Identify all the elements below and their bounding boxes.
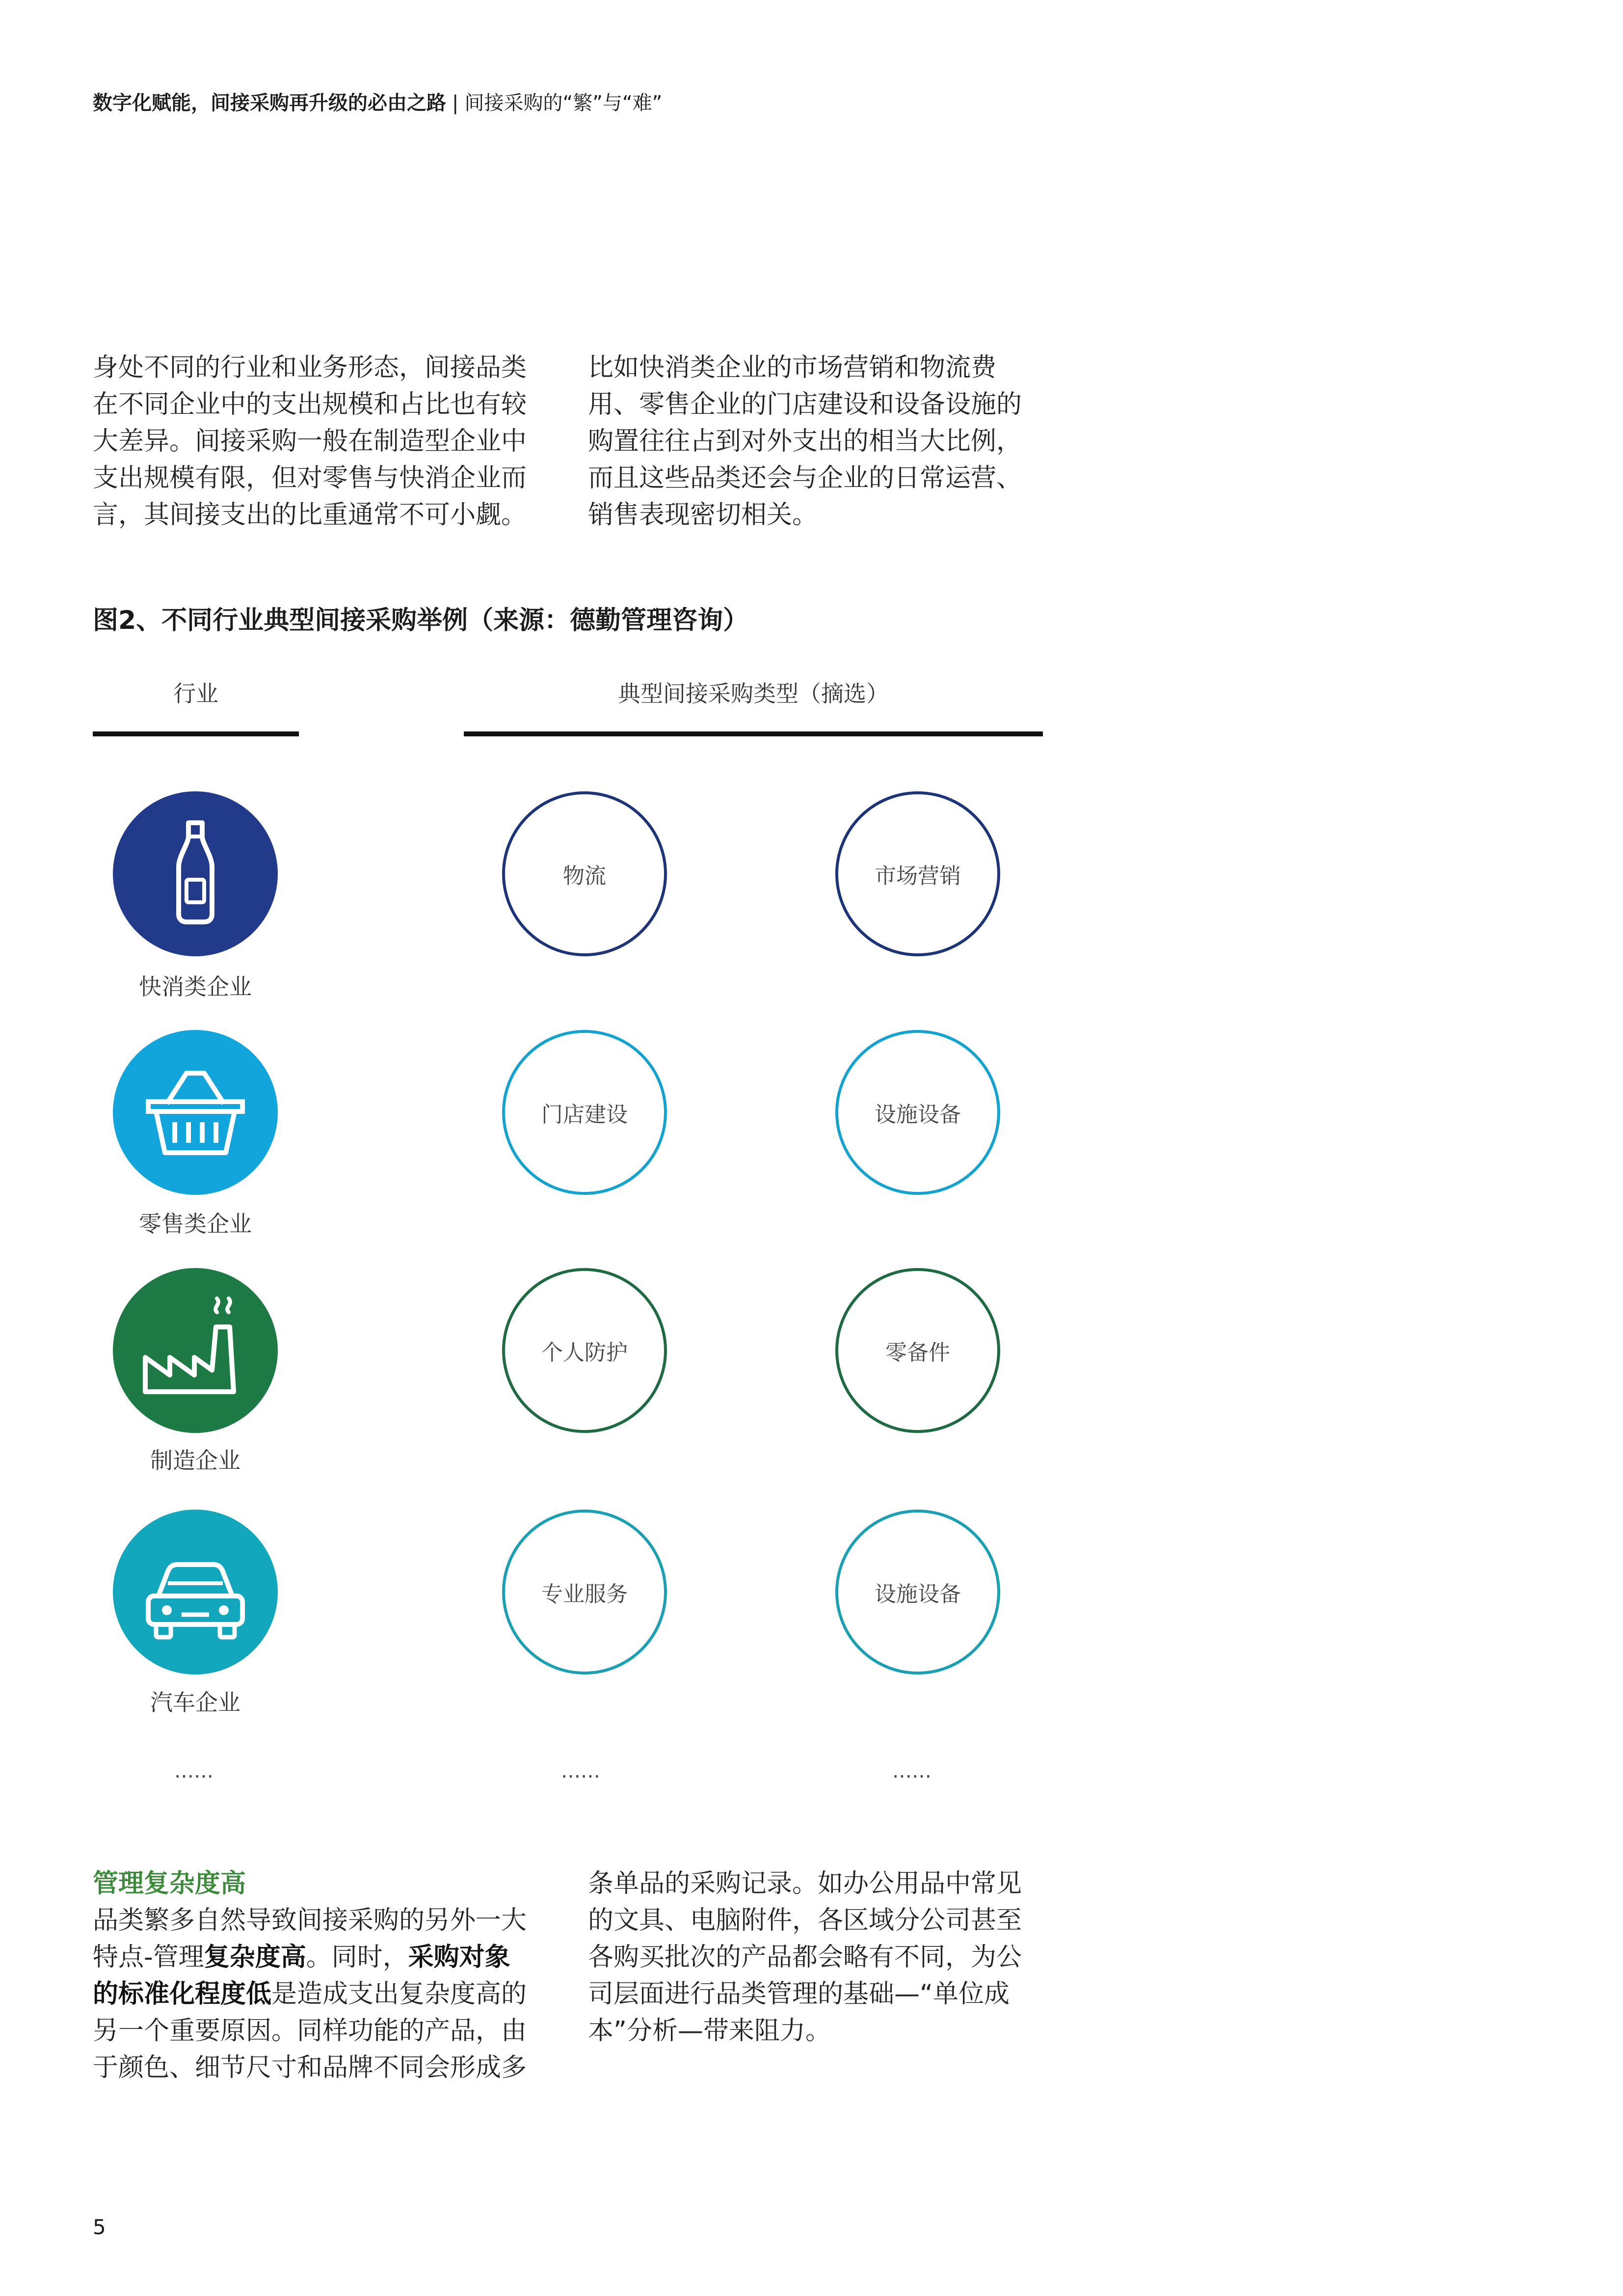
automotive-icon-circle (113, 1510, 278, 1675)
type-label: 个人防护 (541, 1340, 628, 1365)
section-text: 品类繁多自然导致间接采购的另外一大 (93, 1906, 527, 1935)
section-left-column (93, 1865, 544, 2086)
intro-left-line: 支出规模有限，但对零售与快消企业而 (93, 463, 527, 493)
type-ring (835, 1030, 1000, 1195)
section-right-line: 本”分析—带来阻力。 (588, 2016, 831, 2046)
intro-right-line: 用、零售企业的门店建设和设备设施的 (588, 390, 1022, 419)
column-header-industry: 行业 (173, 680, 218, 707)
retail-icon-circle (113, 1030, 278, 1195)
industry-header-rule (93, 731, 299, 736)
type-ring (835, 1510, 1000, 1675)
industry-label-automotive: 汽车企业 (150, 1689, 240, 1716)
section-text-bold: 的标准化程度低 (93, 1979, 272, 2009)
header-separator: | (452, 92, 459, 114)
intro-left-line: 身处不同的行业和业务形态，间接品类 (93, 353, 527, 382)
type-ring (835, 1268, 1000, 1433)
type-ring (502, 1510, 667, 1675)
figure-title: 图2、不同行业典型间接采购举例（来源：德勤管理咨询） (93, 606, 749, 635)
type-label: 市场营销 (875, 864, 961, 889)
section-right-column (588, 1865, 1049, 2050)
fmcg-icon-circle (113, 791, 278, 956)
section-right-line: 条单品的采购记录。如办公用品中常见 (588, 1869, 1022, 1898)
car-icon (113, 1510, 278, 1675)
section-right-line: 司层面进行品类管理的基础—“单位成 (588, 1979, 1010, 2009)
factory-icon (113, 1268, 278, 1433)
type-label: 物流 (563, 864, 606, 889)
header-title: 数字化赋能，间接采购再升级的必由之路 (93, 92, 446, 114)
section-text: 特点-管理 (93, 1943, 204, 1972)
section-text: 另一个重要原因。同样功能的产品，由 (93, 2016, 527, 2046)
intro-left-line: 言，其间接支出的比重通常不可小觑。 (93, 500, 527, 530)
industry-ellipsis: …… (174, 1760, 213, 1783)
section-right-line: 的文具、电脑附件，各区域分公司甚至 (588, 1906, 1022, 1935)
shopping-basket-icon (113, 1030, 278, 1195)
industry-label-retail: 零售类企业 (139, 1211, 252, 1237)
intro-left-line: 在不同企业中的支出规模和占比也有较 (93, 390, 527, 419)
intro-left-paragraph (93, 350, 544, 534)
type-label: 专业服务 (541, 1582, 628, 1607)
section-text-bold: 采购对象 (408, 1943, 510, 1972)
type-ring (502, 1030, 667, 1195)
type-ring (835, 791, 1000, 956)
section-text-bold: 复杂度高 (204, 1943, 306, 1972)
intro-right-paragraph (588, 350, 1049, 534)
intro-right-line: 而且这些品类还会与企业的日常运营、 (588, 463, 1022, 493)
types-header-rule (464, 731, 1043, 736)
section-text: 于颜色、细节尺寸和品牌不同会形成多 (93, 2053, 527, 2082)
running-header (93, 91, 662, 115)
type-ring (502, 1268, 667, 1433)
intro-left-line: 大差异。间接采购一般在制造型企业中 (93, 427, 527, 456)
bottle-icon (113, 791, 278, 956)
section-text: 是造成支出复杂度高的 (271, 1979, 527, 2009)
types-ellipsis-right: …… (892, 1760, 931, 1783)
type-label: 门店建设 (541, 1102, 628, 1127)
section-right-line: 各购买批次的产品都会略有不同，为公 (588, 1943, 1022, 1972)
header-subtitle: 间接采购的“繁”与“难” (464, 92, 663, 114)
intro-right-line: 购置往往占到对外支出的相当大比例， (588, 427, 1022, 456)
page-number: 5 (93, 2215, 106, 2239)
column-header-types: 典型间接采购类型（摘选） (618, 680, 889, 707)
section-text: 。同时， (306, 1943, 408, 1972)
type-label: 设施设备 (875, 1582, 961, 1607)
industry-label-manufacturing: 制造企业 (150, 1447, 240, 1474)
type-label: 设施设备 (875, 1102, 961, 1127)
type-label: 零备件 (885, 1340, 950, 1365)
types-ellipsis-left: …… (561, 1760, 600, 1783)
section-title: 管理复杂度高 (93, 1869, 246, 1898)
intro-right-line: 销售表现密切相关。 (588, 500, 818, 530)
type-ring (502, 791, 667, 956)
intro-right-line: 比如快消类企业的市场营销和物流费 (588, 353, 997, 382)
industry-label-fmcg: 快消类企业 (139, 973, 252, 1000)
manufacturing-icon-circle (113, 1268, 278, 1433)
